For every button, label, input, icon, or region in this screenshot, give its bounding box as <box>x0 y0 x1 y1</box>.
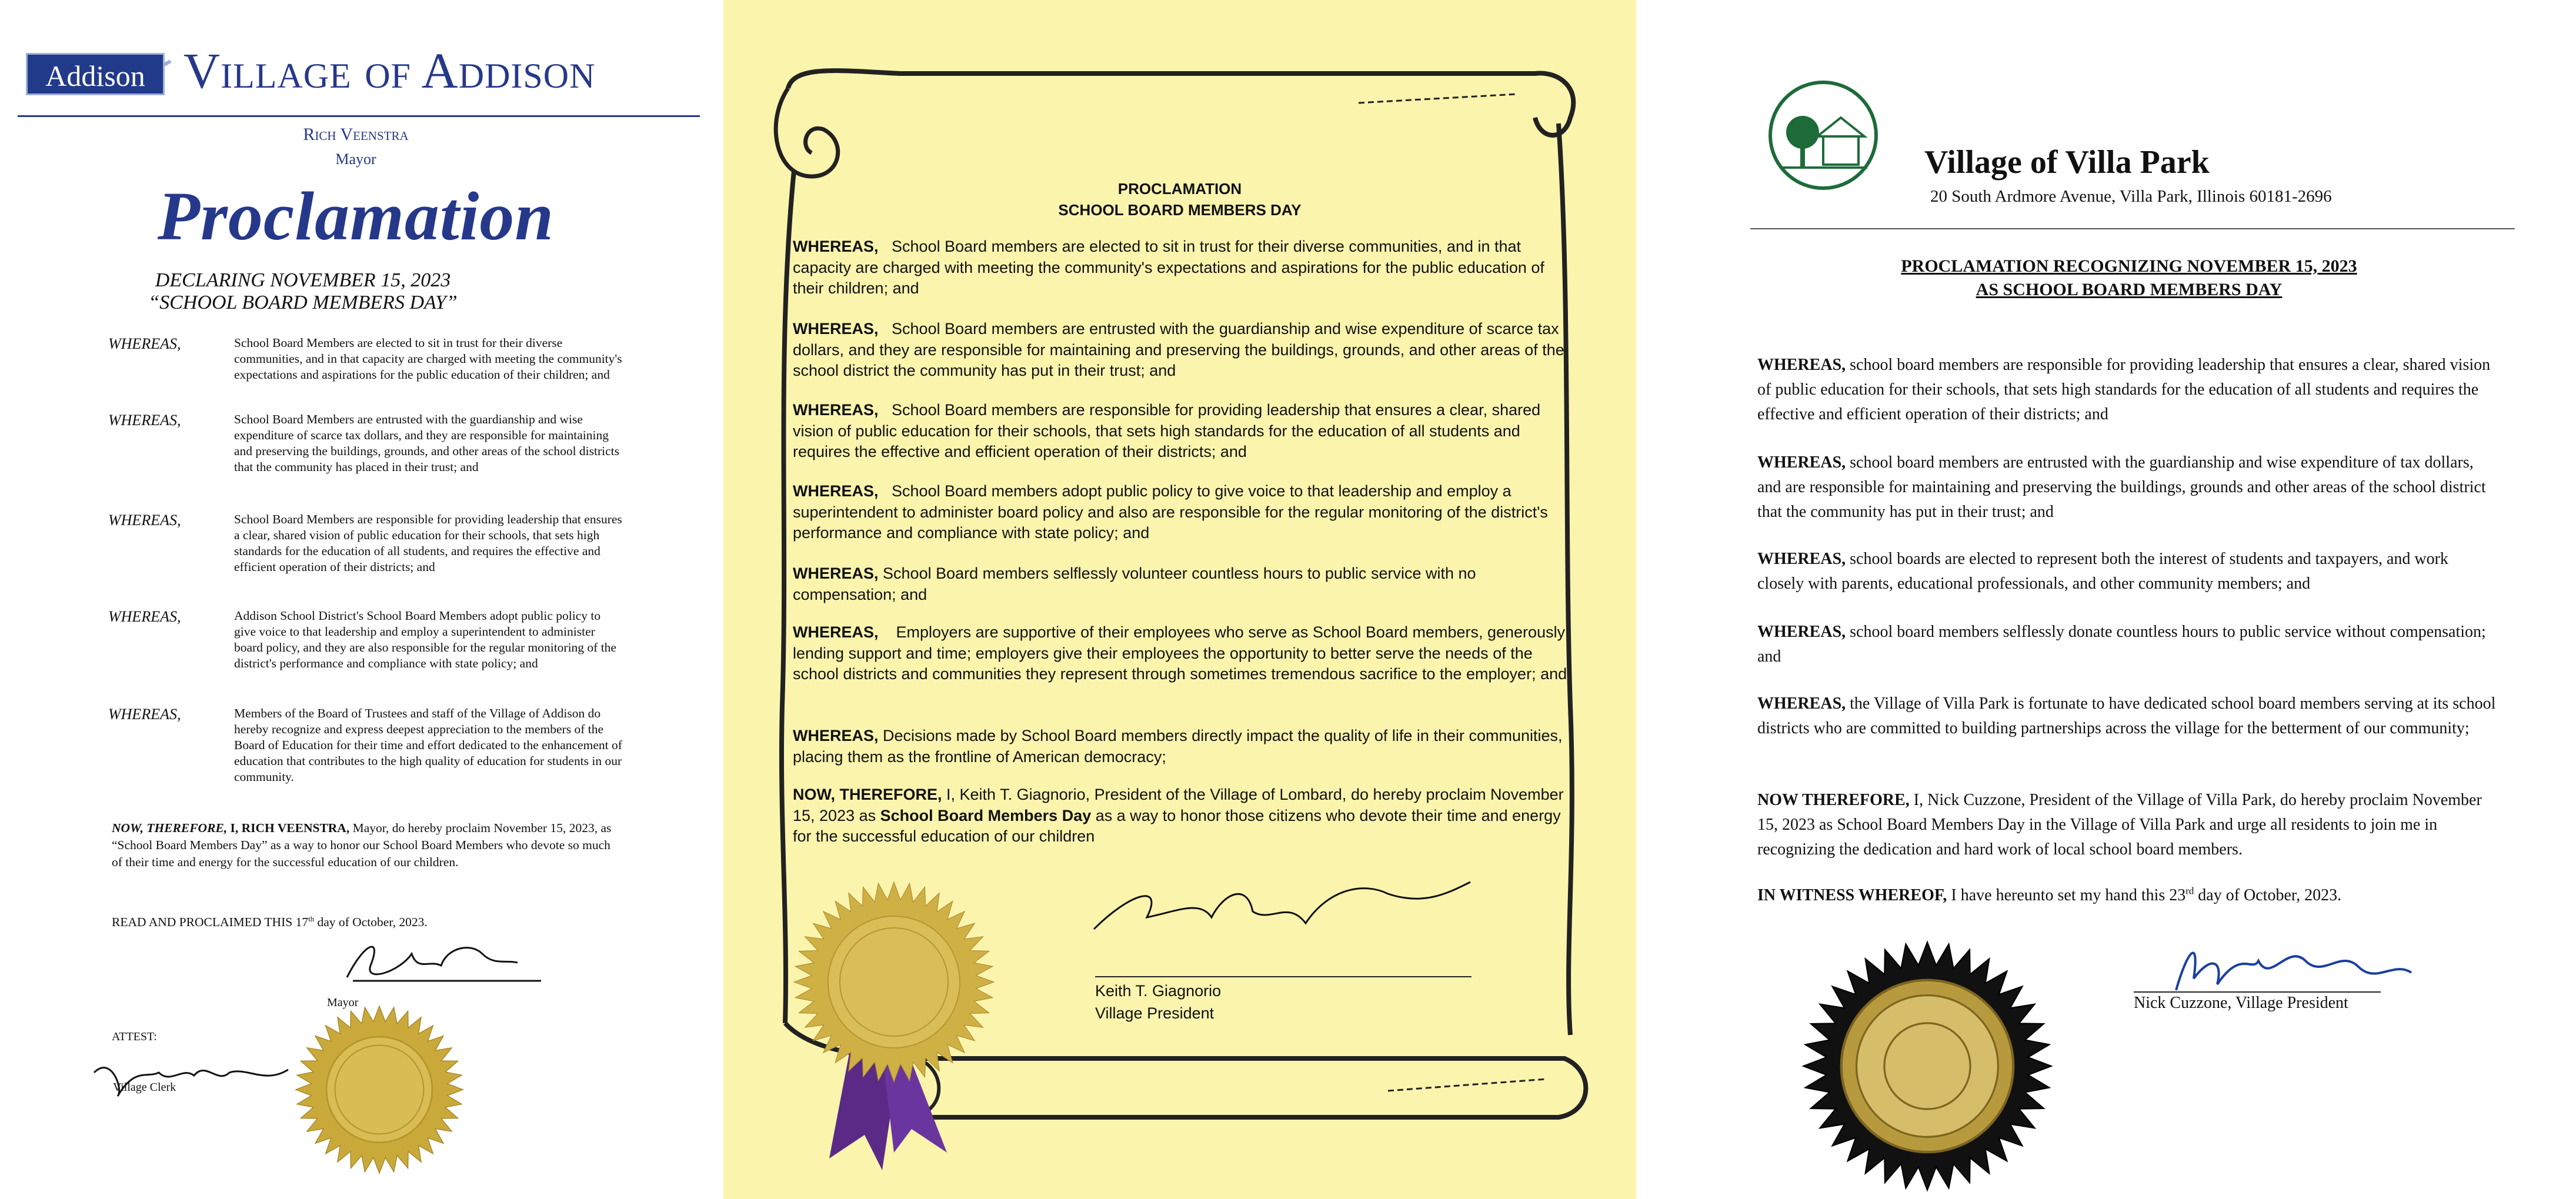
signature-line <box>2134 991 2381 993</box>
read-date-suffix: th <box>308 914 315 923</box>
whereas-text: School Board Members are elected to sit in trust for their diverse communities, and in that capacity are charged with meeting the community's expectations and aspirations for the public education of their children; and <box>234 336 622 382</box>
now-therefore-name: I, RICH VEENSTRA, <box>230 821 350 835</box>
witness-lead: IN WITNESS WHEREOF, <box>1757 886 1947 904</box>
whereas-text: school boards are elected to represent both the interest of students and taxpayers, and work closely with parents, educational professionals, and other community members; and <box>1757 550 2448 593</box>
signer-caption: Nick Cuzzone, Village President <box>2134 994 2348 1012</box>
whereas-text: school board members are responsible for providing leadership that ensures a clear, shared vision of public education for their schools, that sets high standards for the education of all students and requires the effective and efficient operation of their districts; and <box>1757 356 2491 423</box>
whereas-label: WHEREAS, <box>1757 623 1846 641</box>
now-therefore-clause <box>793 784 1575 847</box>
header-divider <box>1750 228 2515 229</box>
whereas-label: WHEREAS, <box>793 238 879 255</box>
whereas-text: Addison School District's School Board Members adopt public policy to give voice to that leadership and employ a superintendent to administer board policy, and they are also responsible for the regular monitoring of the district's performance and compliance with state policy; and <box>234 609 616 670</box>
whereas-clause <box>793 236 1575 299</box>
now-therefore-clause <box>112 820 623 871</box>
lombard-proclamation <box>723 0 1636 1199</box>
declaring-line-1: DECLARING NOVEMBER 15, 2023 <box>155 269 451 291</box>
whereas-text: School Board members are elected to sit in trust for their diverse communities, and in that capacity are charged with meeting the community's expectations and aspirations for the public education of their children; and <box>793 238 1544 297</box>
whereas-label: WHEREAS, <box>793 565 879 582</box>
villa-park-logo-icon <box>1759 71 1888 200</box>
witness-text: I have hereunto set my hand this 23 <box>1951 886 2186 904</box>
clerk-label: Village Clerk <box>113 1081 176 1094</box>
whereas-text: school board members are entrusted with the guardianship and wise expenditure of tax dollars, and are responsible for maintaining and preserving the buildings, grounds and other areas of the school district that the community has put in their trust; and <box>1757 453 2486 521</box>
whereas-clause <box>793 726 1575 767</box>
whereas-clause <box>793 563 1575 605</box>
whereas-text: School Board members are entrusted with the guardianship and wise expenditure of scarce tax dollars, and they are responsible for maintaining and preserving the buildings, grounds, and other areas of the school district the community has put in their trust; and <box>793 320 1564 379</box>
whereas-clause <box>1757 692 2498 741</box>
read-date-text: READ AND PROCLAIMED THIS 17 <box>112 915 309 929</box>
now-therefore-clause <box>1757 788 2498 862</box>
clerk-signature <box>88 1043 300 1108</box>
signer-title: Village President <box>1095 1004 1214 1022</box>
read-date-tail: day of October, 2023. <box>314 915 428 929</box>
mayor-signature-label: Mayor <box>327 996 359 1009</box>
villa-park-proclamation <box>1647 0 2576 1199</box>
now-therefore-lead: NOW, THEREFORE, <box>793 786 942 803</box>
whereas-text: school board members selflessly donate countless hours to public service without compensation; and <box>1757 623 2486 666</box>
signature-line <box>1095 976 1471 977</box>
proclamation-heading: PROCLAMATION <box>1117 180 1242 198</box>
proclamation-title: Proclamation <box>157 178 555 255</box>
whereas-text: Decisions made by School Board members directly impact the quality of life in their communities, placing them as the frontline of American democracy; <box>793 727 1563 766</box>
whereas-label: WHEREAS, <box>793 482 879 500</box>
whereas-label: WHEREAS, <box>108 412 181 429</box>
whereas-text: the Village of Villa Park is fortunate to have dedicated school board members serving at its school districts who are committed to building partnerships across the village for the betterment of our community; <box>1757 694 2496 737</box>
whereas-label: WHEREAS, <box>793 623 879 641</box>
whereas-text: Employers are supportive of their employees who serve as School Board members, generously lending support and time; employers give their employees the opportunity to better serve the needs of the school districts and communities they represent through sometimes tremendous sacrifice to the employer; and <box>793 623 1567 683</box>
gold-seal-icon <box>294 1004 465 1175</box>
whereas-label: WHEREAS, <box>793 320 879 338</box>
whereas-clause <box>793 319 1575 382</box>
whereas-label: WHEREAS, <box>108 608 181 625</box>
whereas-label: WHEREAS, <box>108 335 181 352</box>
addison-proclamation <box>0 0 712 1199</box>
proclamation-heading: PROCLAMATION RECOGNIZING NOVEMBER 15, 2023 <box>1901 256 2357 276</box>
mayor-title: Mayor <box>335 151 376 168</box>
witness-clause <box>1757 883 2498 908</box>
now-therefore-emphasis: School Board Members Day <box>880 806 1092 824</box>
proclamation-subheading: AS SCHOOL BOARD MEMBERS DAY <box>1976 280 2283 299</box>
witness-tail: day of October, 2023. <box>2194 886 2342 904</box>
whereas-clause <box>1757 620 2498 669</box>
whereas-clause <box>1757 547 2498 596</box>
whereas-clause <box>793 622 1575 685</box>
signer-name: Keith T. Giagnorio <box>1095 982 1222 1000</box>
whereas-clause <box>793 400 1575 463</box>
whereas-text: School Board members are responsible for providing leadership that ensures a clear, shared vision of public education for their schools, that sets high standards for the education of all students and requires the effective and efficient operation of their districts; and <box>793 401 1541 460</box>
whereas-label: WHEREAS, <box>1757 453 1846 472</box>
now-therefore-tail: as a way to honor those citizens who devote their time and energy for the successful education of our children <box>793 806 1561 845</box>
whereas-label: WHEREAS, <box>1757 694 1846 713</box>
attest-label: ATTEST: <box>112 1030 157 1043</box>
proclamation-subheading: SCHOOL BOARD MEMBERS DAY <box>1058 201 1302 219</box>
whereas-text: School Board members adopt public policy to give voice to that leadership and employ a superintendent to administer board policy and also are responsible for the regular monitoring of the district's performance and compliance with state policy; and <box>793 482 1548 542</box>
now-therefore-lead: NOW, THEREFORE, <box>112 821 228 835</box>
whereas-clause <box>1757 353 2498 427</box>
declaring-line-2: “SCHOOL BOARD MEMBERS DAY” <box>148 292 458 313</box>
now-therefore-lead: NOW THEREFORE, <box>1757 791 1910 809</box>
now-therefore-text: I, Keith T. Giagnorio, President of the Village of Lombard, do hereby proclaim November 15, 2023 as <box>793 786 1564 824</box>
president-signature <box>1059 859 1482 958</box>
gold-seal-icon <box>1801 940 2054 1193</box>
whereas-label: WHEREAS, <box>793 727 879 744</box>
read-and-proclaimed <box>112 915 428 930</box>
gold-seal-with-ribbon-icon <box>788 876 1000 1170</box>
whereas-text: School Board Members are responsible for providing leadership that ensures a clear, shared vision of public education for their schools, that sets high standards for the education of all students, and requires the effective and efficient operation of their districts; and <box>234 512 622 574</box>
whereas-label: WHEREAS, <box>1757 550 1846 568</box>
now-therefore-text: I, Nick Cuzzone, President of the Village of Villa Park, do hereby proclaim November 15, 2023 as School Board Members Day in the Village of Villa Park and urge all residents to join me in recognizing the dedication and hard work of local school board members. <box>1757 791 2482 859</box>
whereas-clause <box>1757 450 2498 525</box>
whereas-text: Members of the Board of Trustees and staff of the Village of Addison do hereby recognize and express deepest appreciation to the members of the Board of Education for their time and effort dedicated to the enhancement of education that contributes to the high quality of education for students in our community. <box>234 706 622 784</box>
whereas-text: School Board members selflessly volunteer countless hours to public service with no compensation; and <box>793 565 1476 603</box>
villa-park-title: Village of Villa Park <box>1924 144 2210 181</box>
addison-logo: Addison <box>26 53 165 95</box>
addison-village-name: Village of Addison <box>183 42 596 99</box>
mayor-name: Rich Veenstra <box>303 125 409 144</box>
header-divider <box>18 115 700 117</box>
mayor-signature <box>329 930 553 995</box>
whereas-label: WHEREAS, <box>793 401 879 419</box>
whereas-text: School Board Members are entrusted with the guardianship and wise expenditure of scarce tax dollars, and they are responsible for maintaining and preserving the buildings, grounds, and other areas of the school districts that the community has placed in their trust; and <box>234 412 620 474</box>
whereas-clause <box>793 481 1575 544</box>
whereas-label: WHEREAS, <box>108 512 181 529</box>
witness-date-suffix: rd <box>2185 885 2194 897</box>
villa-park-address: 20 South Ardmore Avenue, Villa Park, Illinois 60181-2696 <box>1930 187 2332 206</box>
whereas-label: WHEREAS, <box>1757 356 1846 374</box>
whereas-label: WHEREAS, <box>108 706 181 723</box>
now-therefore-text: Mayor, do hereby proclaim November 15, 2023, as “School Board Members Day” as a way to honor our School Board Members who devote so much of their time and energy for the successful education of our children. <box>112 821 612 869</box>
